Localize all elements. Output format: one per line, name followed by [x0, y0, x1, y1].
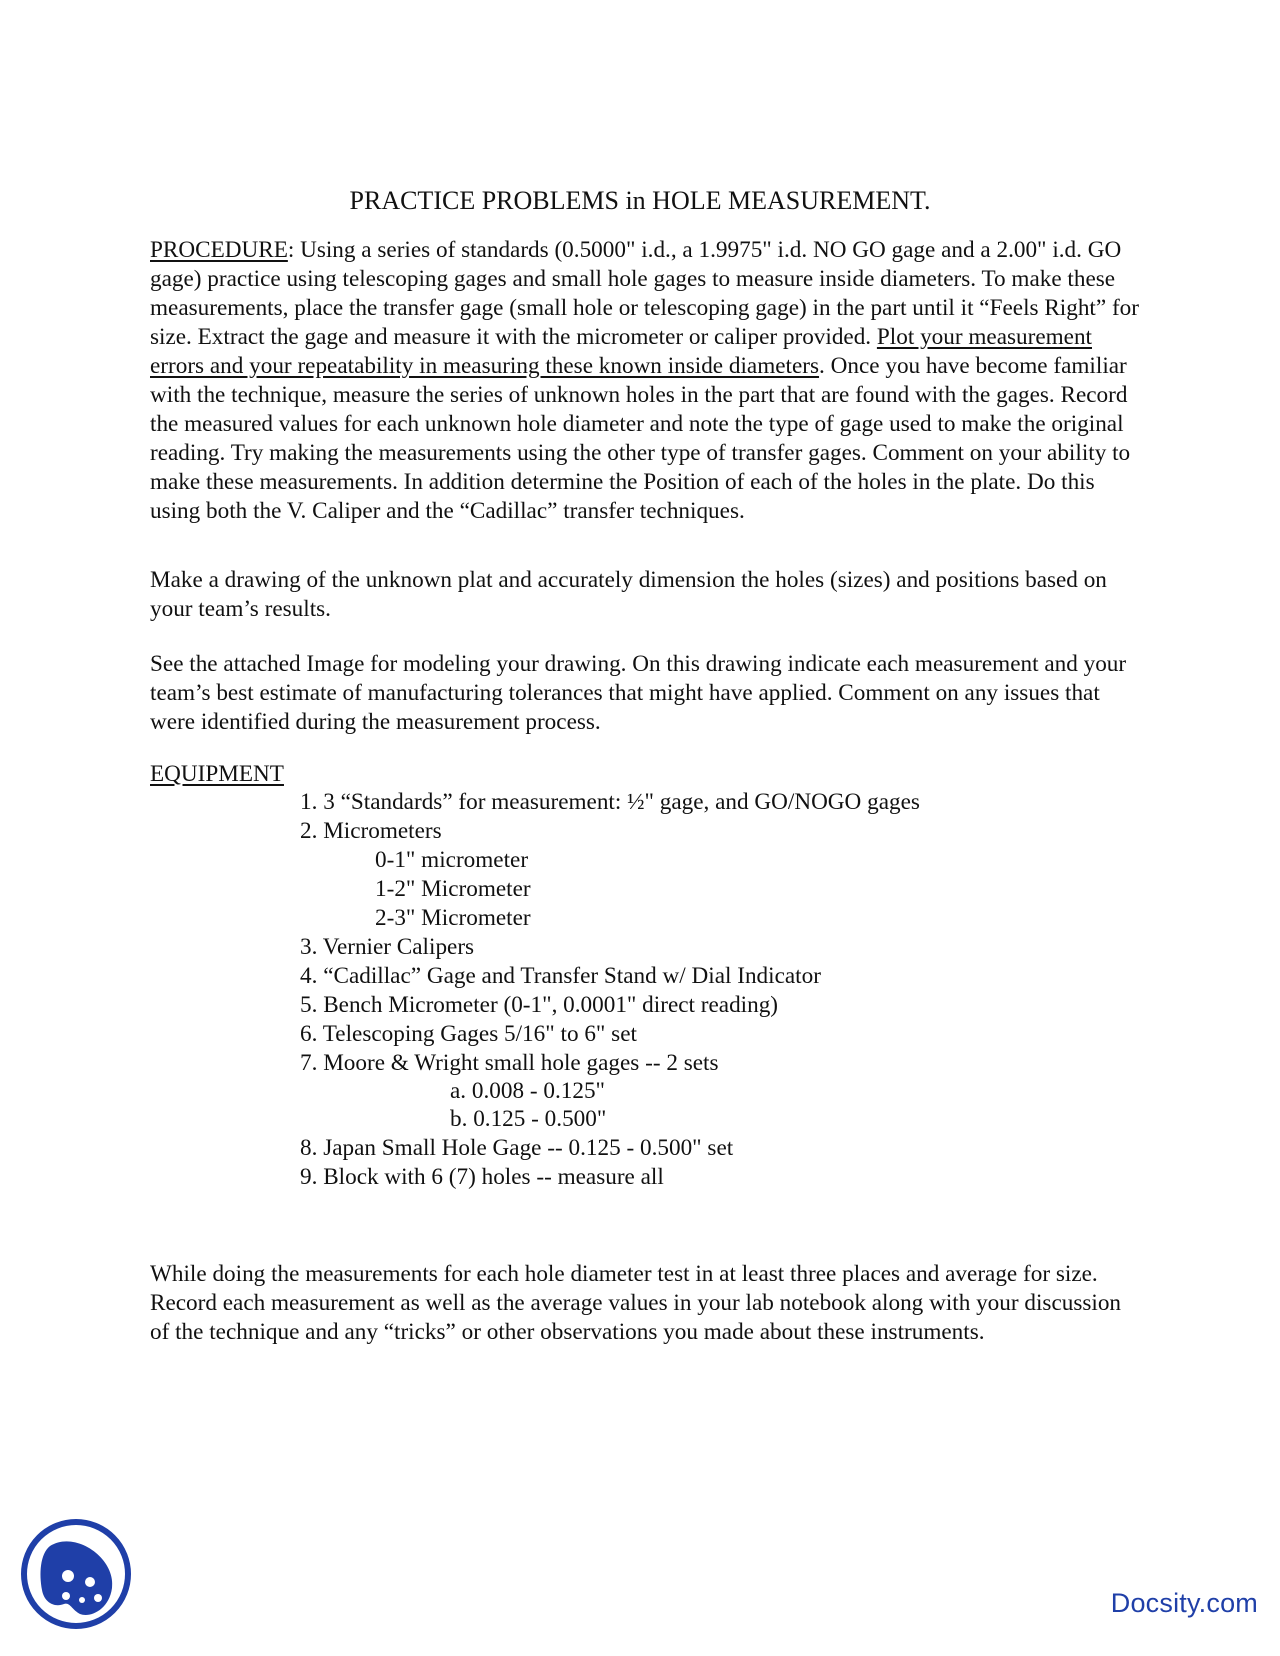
procedure-label: PROCEDURE [150, 237, 288, 263]
equipment-item: 1. 3 “Standards” for measurement: ½" gage, and GO/NOGO gages [300, 789, 920, 815]
procedure-paragraph [150, 236, 1140, 526]
equipment-item: 6. Telescoping Gages 5/16" to 6" set [300, 1021, 637, 1047]
equipment-item: 9. Block with 6 (7) holes -- measure all [300, 1164, 664, 1190]
equipment-item: 5. Bench Micrometer (0-1", 0.0001" direct reading) [300, 992, 779, 1018]
equipment-item: 4. “Cadillac” Gage and Transfer Stand w/ Dial Indicator [300, 963, 821, 989]
equipment-heading [150, 760, 1140, 789]
equipment-subitem: 1-2" Micrometer [375, 876, 531, 902]
equipment-item: 8. Japan Small Hole Gage -- 0.125 - 0.500" set [300, 1135, 734, 1161]
procedure-underlined-text: Plot your measurement errors and your repeatability in measuring these known inside diameters [150, 324, 1092, 379]
equipment-subitem: a. 0.008 - 0.125" [450, 1078, 606, 1104]
image-paragraph: See the attached Image for modeling your drawing. On this drawing indicate each measurement and your team’s best estimate of manufacturing tolerances that might have applied. Comment on any issues that were identified during the measurement process. [150, 651, 1127, 735]
drawing-paragraph: Make a drawing of the unknown plat and accurately dimension the holes (sizes) and positions based on your team’s results. [150, 567, 1107, 622]
closing-paragraph: While doing the measurements for each hole diameter test in at least three places and average for size. Record each measurement as well as the average values in your lab notebook along with your discussion of the technique and any “tricks” or other observations you made about these instruments. [150, 1261, 1122, 1345]
equipment-subitem: 0-1" micrometer [375, 847, 529, 873]
procedure-text-b: . Once you have become familiar with the technique, measure the series of unknown holes in the part that are found with the gages. Record the measured values for each unknown hole diameter and note the type of gage used to make the original reading. Try making the measurements using the other type of transfer gages. Comment on your ability to make these measurements. In addition determine the Position of each of the holes in the plate. Do this using both the V. Caliper and the “Cadillac” transfer techniques. [150, 353, 1131, 524]
equipment-subitem: 2-3" Micrometer [375, 905, 531, 931]
procedure-text-a: : Using a series of standards (0.5000" i.d., a 1.9975" i.d. NO GO gage and a 2.00" i.d. GO gage) practice using telescoping gages and small hole gages to measure inside diameters. To make these measurements, place the transfer gage (small hole or telescoping gage) in the part until it “Feels Right” for size. Extract the gage and measure it with the micrometer or caliper provided. [150, 237, 1140, 350]
page-title: PRACTICE PROBLEMS in HOLE MEASUREMENT. [349, 186, 931, 215]
docsity-logo-icon[interactable] [20, 1518, 132, 1630]
equipment-item: 2. Micrometers [300, 818, 442, 844]
equipment-subitem: b. 0.125 - 0.500" [450, 1106, 607, 1132]
equipment-label: EQUIPMENT [150, 761, 284, 787]
docsity-brand-link[interactable]: Docsity.com [1110, 1588, 1258, 1618]
equipment-item: 7. Moore & Wright small hole gages -- 2 sets [300, 1050, 719, 1076]
equipment-item: 3. Vernier Calipers [300, 934, 475, 960]
